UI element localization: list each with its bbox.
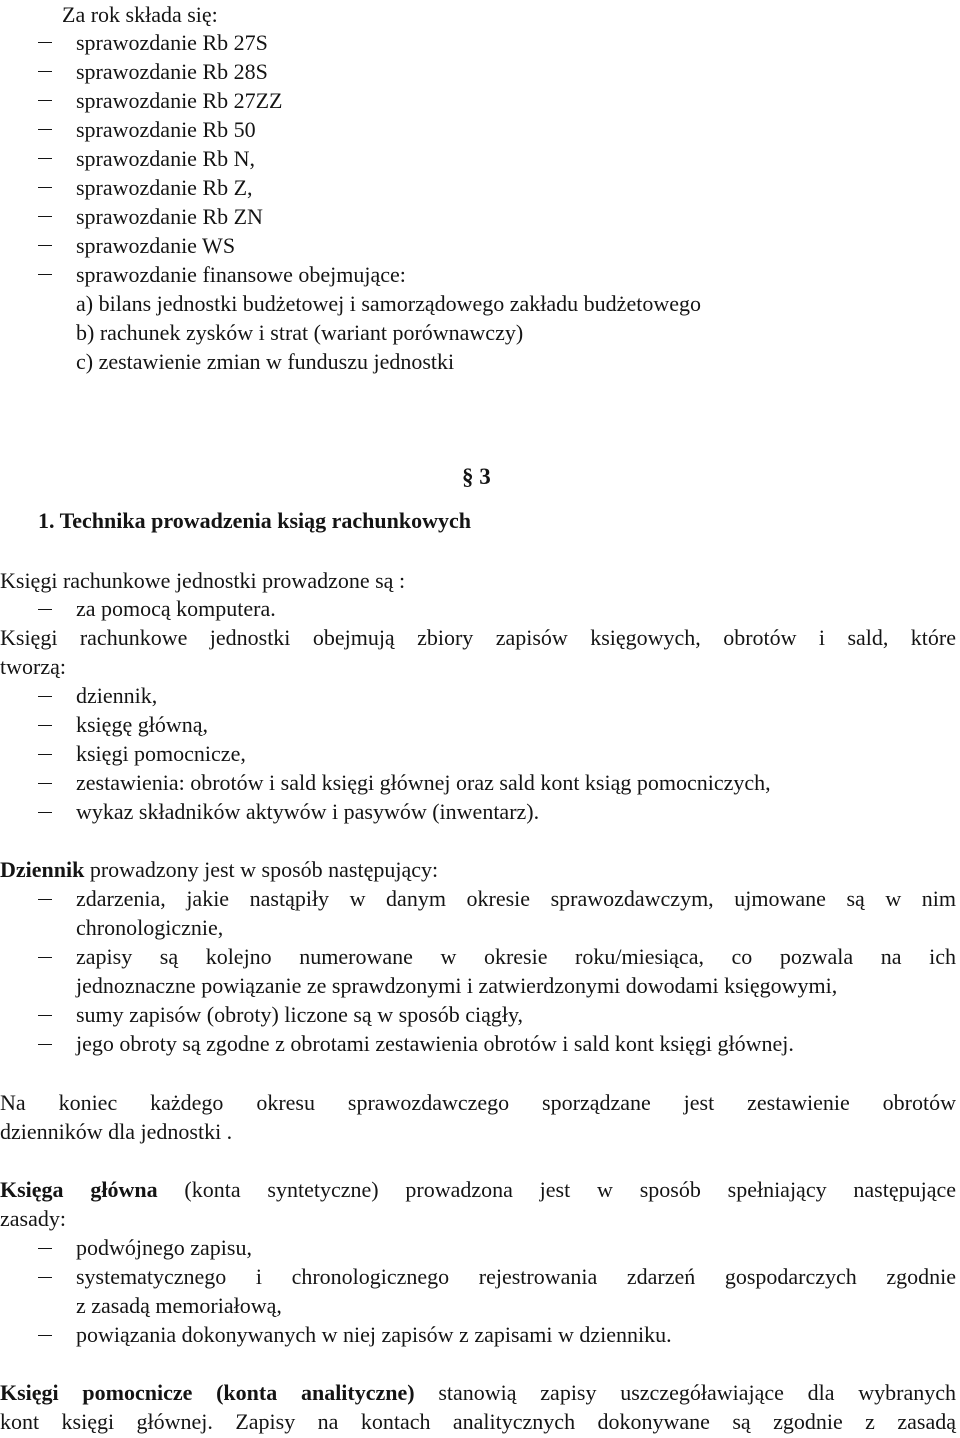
list-item: sprawozdanie Rb 28S bbox=[76, 59, 268, 84]
list-item: sprawozdanie Rb 50 bbox=[76, 117, 256, 142]
dash-bullet bbox=[38, 725, 52, 726]
dash-bullet bbox=[38, 158, 52, 159]
list-item: jego obroty są zgodne z obrotami zestawienia obrotów i sald kont księgi głównej. bbox=[76, 1031, 794, 1056]
list-item: za pomocą komputera. bbox=[76, 596, 276, 621]
dash-bullet bbox=[38, 783, 52, 784]
dash-bullet bbox=[38, 899, 52, 900]
paragraph-line: dzienników dla jednostki . bbox=[0, 1119, 233, 1144]
bold-term: Dziennik bbox=[0, 857, 85, 882]
list-item: sprawozdanie Rb 27S bbox=[76, 30, 268, 55]
dash-bullet bbox=[38, 1277, 52, 1278]
section-heading: 1. Technika prowadzenia ksiąg rachunkowych bbox=[38, 508, 471, 533]
list-item: wykaz składników aktywów i pasywów (inwentarz). bbox=[76, 799, 540, 824]
sub-list-item: b) rachunek zysków i strat (wariant porównawczy) bbox=[76, 320, 524, 345]
list-item: sprawozdanie Rb ZN bbox=[76, 204, 263, 229]
section-symbol: § 3 bbox=[462, 464, 491, 489]
dash-bullet bbox=[38, 245, 52, 246]
list-item: sprawozdanie Rb N, bbox=[76, 146, 256, 171]
dash-bullet bbox=[38, 187, 52, 188]
paragraph-text: stanowią zapisy uszczegóławiające dla wybranych bbox=[414, 1380, 956, 1405]
dash-bullet bbox=[38, 1335, 52, 1336]
list-item: zestawienia: obrotów i sald księgi głównej oraz sald kont ksiąg pomocniczych, bbox=[76, 770, 771, 795]
dash-bullet bbox=[38, 696, 52, 697]
sub-list-item: c) zestawienie zmian w funduszu jednostki bbox=[76, 349, 455, 374]
list-item-continuation: chronologicznie, bbox=[76, 915, 224, 940]
list-item: księgi pomocnicze, bbox=[76, 741, 246, 766]
paragraph-text: prowadzony jest w sposób następujący: bbox=[84, 857, 439, 882]
list-item: powiązania dokonywanych w niej zapisów z zapisami w dzienniku. bbox=[76, 1322, 672, 1347]
paragraph-line: tworzą: bbox=[0, 654, 66, 679]
dash-bullet bbox=[38, 129, 52, 130]
list-item: zdarzenia, jakie nastąpiły w danym okresie sprawozdawczym, ujmowane są w nim bbox=[76, 886, 956, 911]
list-item: sprawozdanie Rb 27ZZ bbox=[76, 88, 283, 113]
list-item-continuation: z zasadą memoriałową, bbox=[76, 1293, 282, 1318]
list-item: podwójnego zapisu, bbox=[76, 1235, 252, 1260]
dash-bullet bbox=[38, 1015, 52, 1016]
list-item: zapisy są kolejno numerowane w okresie roku/miesiąca, co pozwala na ich bbox=[76, 944, 956, 969]
paragraph-line bbox=[0, 1378, 956, 1407]
dash-bullet bbox=[38, 71, 52, 72]
list-item: sprawozdanie WS bbox=[76, 233, 236, 258]
dash-bullet bbox=[38, 1044, 52, 1045]
dash-bullet bbox=[38, 100, 52, 101]
dash-bullet bbox=[38, 812, 52, 813]
list-item: dziennik, bbox=[76, 683, 158, 708]
dash-bullet bbox=[38, 957, 52, 958]
paragraph-line: Księgi rachunkowe jednostki obejmują zbiory zapisów księgowych, obrotów i sald, które bbox=[0, 625, 956, 650]
dash-bullet bbox=[38, 754, 52, 755]
dash-bullet bbox=[38, 1248, 52, 1249]
paragraph-line bbox=[0, 855, 438, 884]
paragraph-line: Księgi rachunkowe jednostki prowadzone są : bbox=[0, 568, 406, 593]
paragraph-line: Na koniec każdego okresu sprawozdawczego sporządzane jest zestawienie obrotów bbox=[0, 1090, 956, 1115]
dash-bullet bbox=[38, 609, 52, 610]
list-item: sumy zapisów (obroty) liczone są w sposób ciągły, bbox=[76, 1002, 524, 1027]
paragraph-line: kont księgi głównej. Zapisy na kontach analitycznych dokonywane są zgodnie z zasadą bbox=[0, 1409, 956, 1434]
paragraph-line bbox=[0, 1175, 956, 1204]
list-item: księgę główną, bbox=[76, 712, 208, 737]
list-item: systematycznego i chronologicznego rejestrowania zdarzeń gospodarczych zgodnie bbox=[76, 1264, 956, 1289]
paragraph-text: (konta syntetyczne) prowadzona jest w sposób spełniający następujące bbox=[157, 1177, 956, 1202]
bold-term: Księga główna bbox=[0, 1177, 158, 1202]
list-item: sprawozdanie finansowe obejmujące: bbox=[76, 262, 406, 287]
list-item-continuation: jednoznaczne powiązanie ze sprawdzonymi i zatwierdzonymi dowodami księgowymi, bbox=[76, 973, 838, 998]
dash-bullet bbox=[38, 274, 52, 275]
list-item: sprawozdanie Rb Z, bbox=[76, 175, 253, 200]
list-intro: Za rok składa się: bbox=[62, 2, 218, 27]
sub-list-item: a) bilans jednostki budżetowej i samorządowego zakładu budżetowego bbox=[76, 291, 701, 316]
paragraph-line: zasady: bbox=[0, 1206, 66, 1231]
bold-term: Księgi pomocnicze (konta analityczne) bbox=[0, 1380, 415, 1405]
dash-bullet bbox=[38, 216, 52, 217]
dash-bullet bbox=[38, 42, 52, 43]
